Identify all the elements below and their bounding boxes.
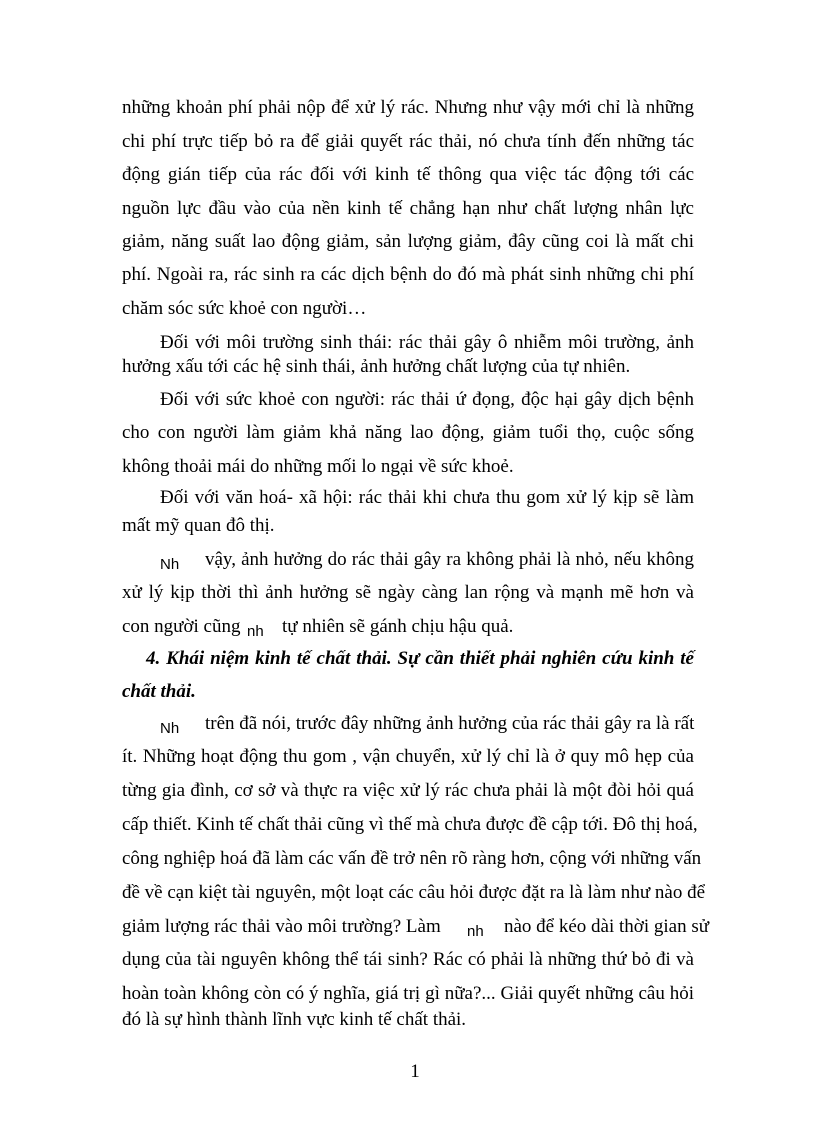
text-line: mất mỹ quan đô thị.	[122, 515, 275, 536]
text-line: chăm sóc sức khoẻ con người…	[122, 298, 367, 319]
text-line: đó là sự hình thành lĩnh vực kinh tế chất thải.	[122, 1009, 467, 1030]
text-line: ít. Những hoạt động thu gom , vận chuyển, xử lý chỉ là ở quy mô hẹp của	[122, 746, 694, 767]
text-line: trên đã nói, trước đây những ảnh hưởng của rác thải gây ra là rất	[205, 713, 695, 734]
nh-fragment: nh	[467, 923, 484, 940]
text-line: vậy, ảnh hưởng do rác thải gây ra không phải là nhỏ, nếu không	[205, 549, 694, 570]
text-line: không thoải mái do những mối lo ngại về sức khoẻ.	[122, 456, 514, 477]
text-line: hoàn toàn không còn có ý nghĩa, giá trị gì nữa?... Giải quyết những câu hỏi	[122, 983, 694, 1004]
section-heading: 4. Khái niệm kinh tế chất thải. Sự cần thiết phải nghiên cứu kinh tế	[146, 648, 694, 669]
text-line: dụng của tài nguyên không thể tái sinh? Rác có phải là những thứ bỏ đi và	[122, 949, 694, 970]
text-line: Đối với văn hoá- xã hội: rác thải khi chưa thu gom xử lý kịp sẽ làm	[160, 487, 694, 508]
text-line: phí. Ngoài ra, rác sinh ra các dịch bệnh do đó mà phát sinh những chi phí	[122, 264, 694, 285]
text-line: giảm lượng rác thải vào môi trường? Làm	[122, 916, 441, 937]
text-line: cho con người làm giảm khả năng lao động, giảm tuổi thọ, cuộc sống	[122, 422, 694, 443]
text-line: công nghiệp hoá đã làm các vấn đề trở nên rõ ràng hơn, cộng với những vấn	[122, 848, 702, 869]
text-line: nào để kéo dài thời gian sử	[504, 916, 710, 937]
text-line: từng gia đình, cơ sở và thực ra việc xử lý rác chưa phải là một đòi hỏi quá	[122, 780, 694, 801]
text-line: tự nhiên sẽ gánh chịu hậu quả.	[282, 616, 514, 637]
text-line: cấp thiết. Kinh tế chất thải cũng vì thế mà chưa được đề cập tới. Đô thị hoá,	[122, 814, 698, 835]
nh-fragment: Nh	[160, 720, 180, 737]
text-line: giảm, năng suất lao động giảm, sản lượng giảm, đây cũng coi là mất chi	[122, 231, 694, 252]
section-heading: chất thải.	[122, 681, 196, 702]
text-line: Đối với môi trường sinh thái: rác thải gây ô nhiễm môi trường, ảnh	[160, 332, 694, 353]
nh-fragment: Nh	[160, 556, 180, 573]
text-line: xử lý kịp thời thì ảnh hưởng sẽ ngày càng lan rộng và mạnh mẽ hơn và	[122, 582, 694, 603]
text-line: những khoản phí phải nộp để xử lý rác. Nhưng như vậy mới chỉ là những	[122, 97, 694, 118]
text-line: đề về cạn kiệt tài nguyên, một loạt các câu hỏi được đặt ra là làm như nào để	[122, 882, 706, 903]
text-line: con người cũng	[122, 616, 241, 637]
page-number: 1	[410, 1061, 420, 1082]
text-line: hưởng xấu tới các hệ sinh thái, ảnh hưởng chất lượng của tự nhiên.	[122, 356, 631, 377]
text-line: nguồn lực đầu vào của nền kinh tế chẳng hạn như chất lượng nhân lực	[122, 198, 694, 219]
nh-fragment: nh	[247, 623, 264, 640]
text-line: Đối với sức khoẻ con người: rác thải ứ đọng, độc hại gây dịch bệnh	[160, 389, 694, 410]
text-line: chi phí trực tiếp bỏ ra để giải quyết rác thải, nó chưa tính đến những tác	[122, 131, 694, 152]
text-line: động gián tiếp của rác đối với kinh tế thông qua việc tác động tới các	[122, 164, 694, 185]
